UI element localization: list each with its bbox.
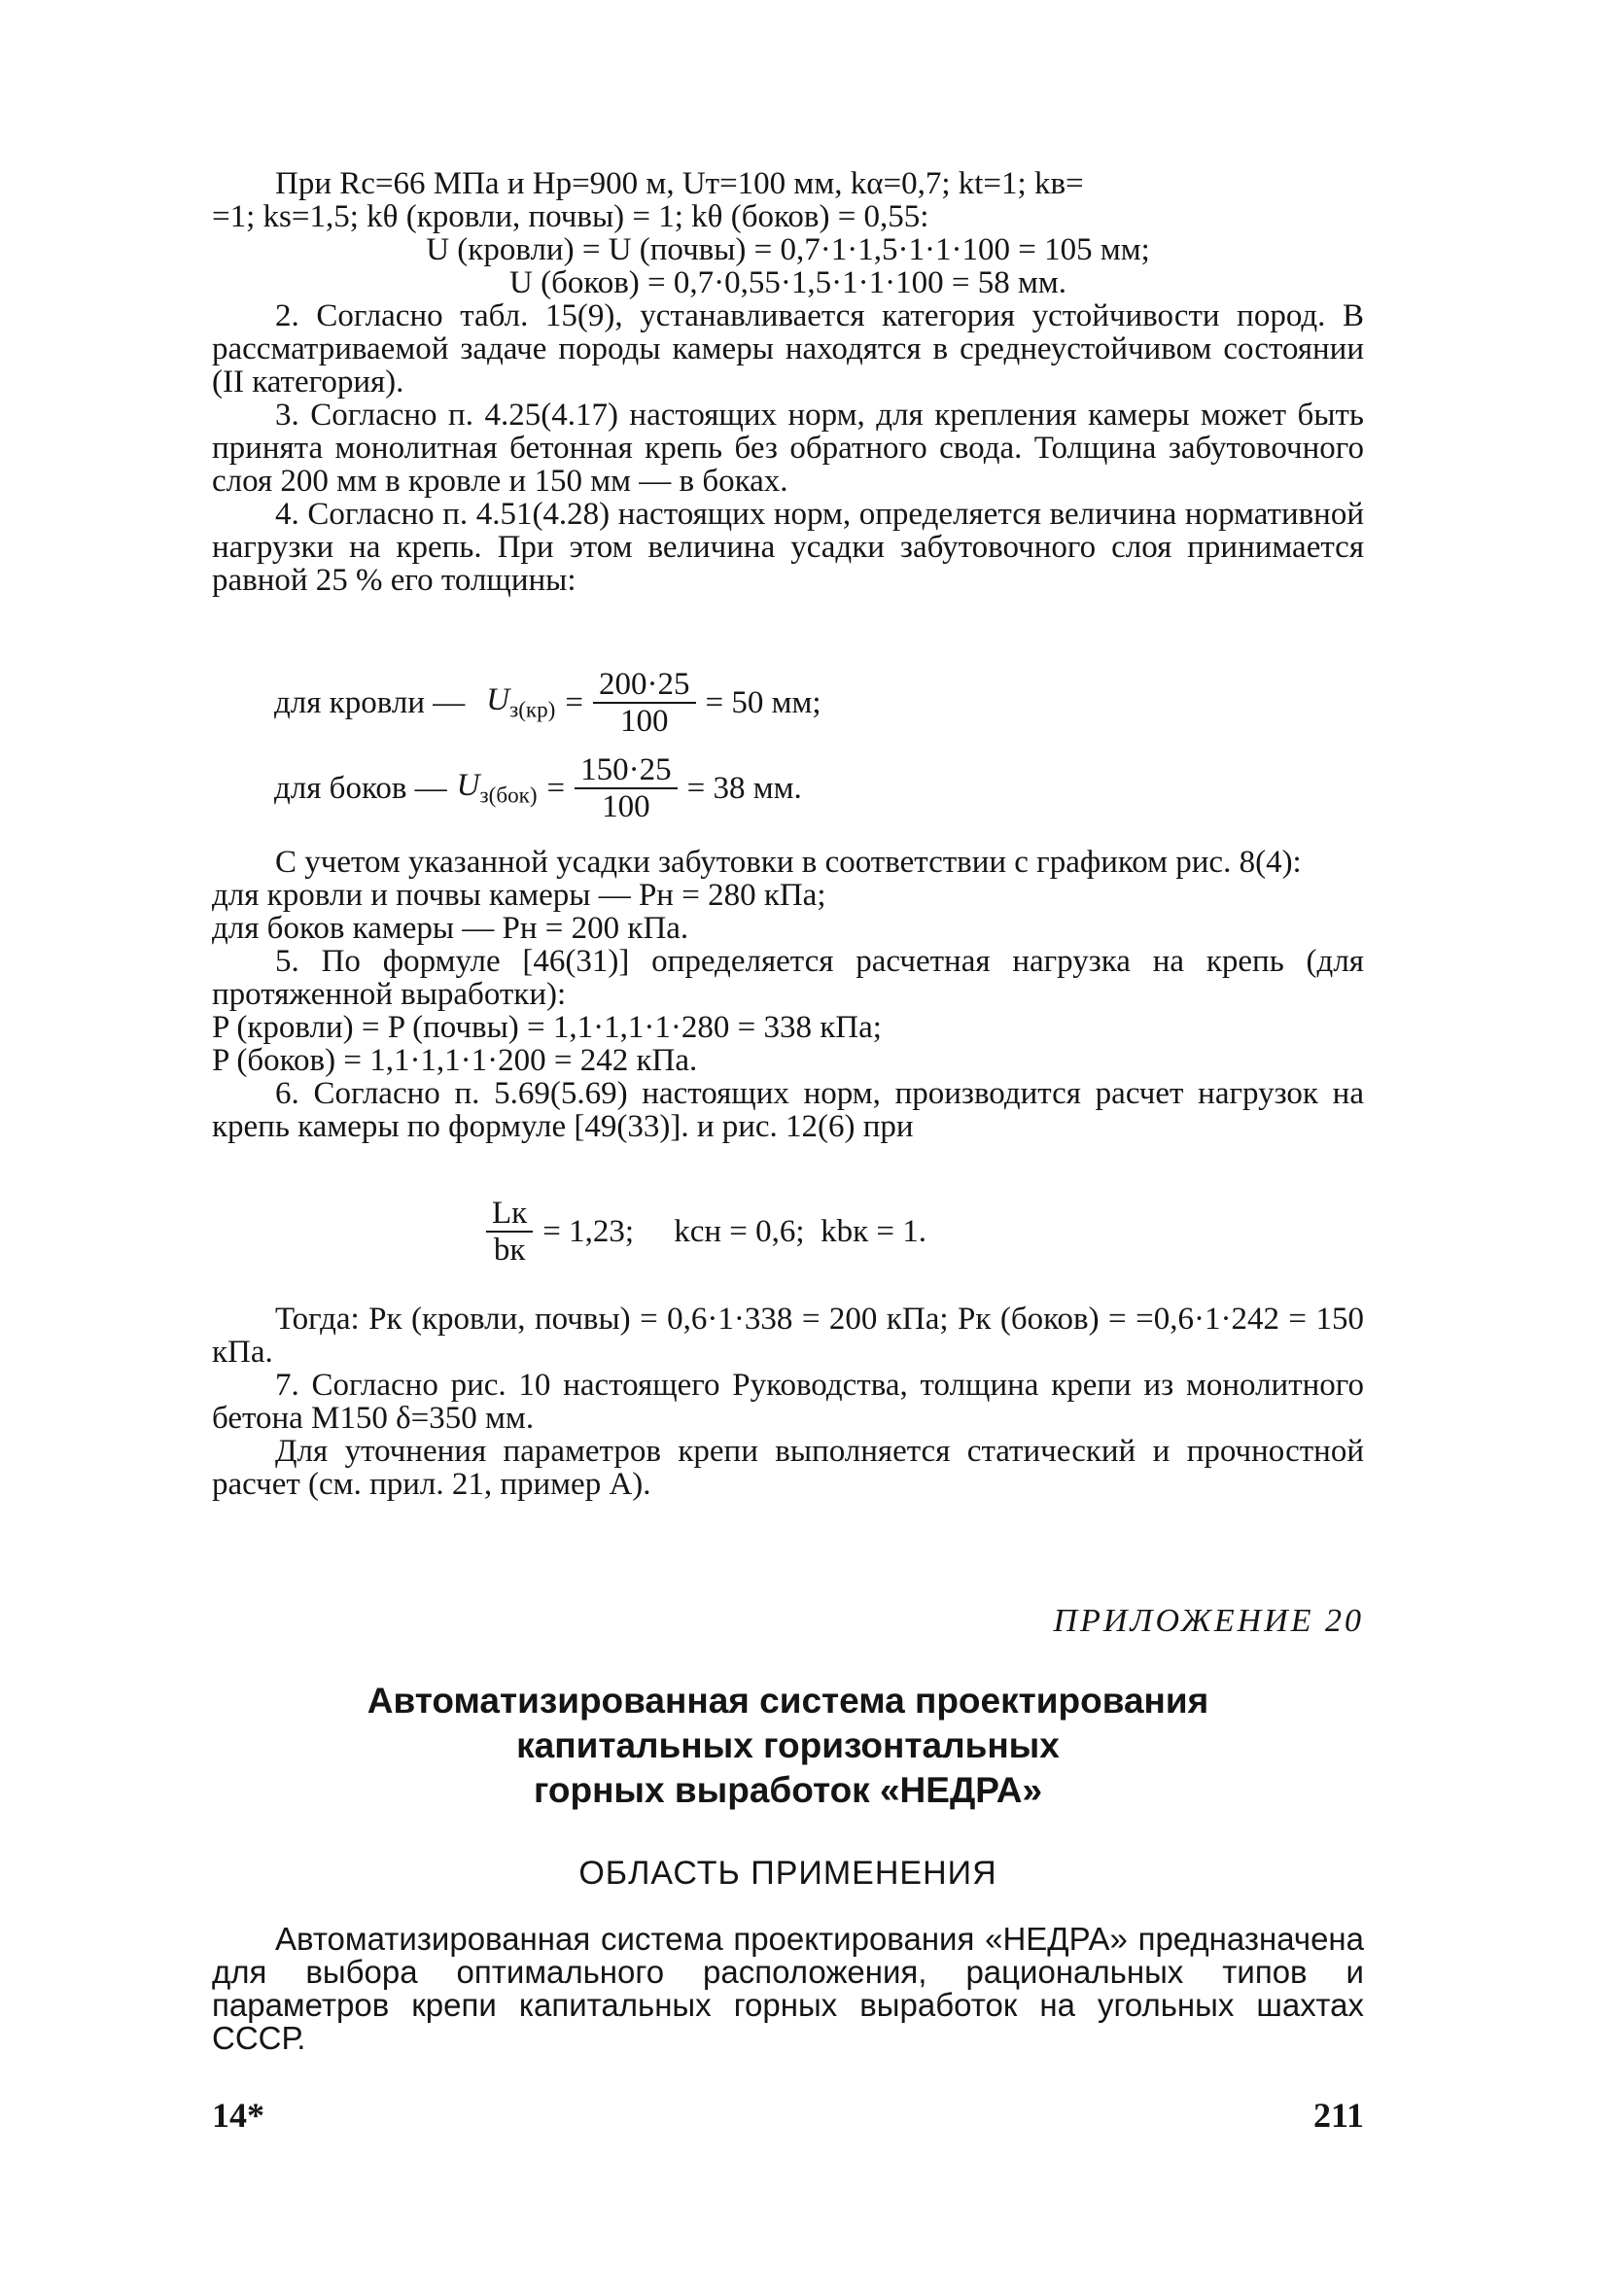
formula-side-var: U <box>456 768 480 804</box>
load-section <box>212 846 1364 1143</box>
intro-line-1: При Rс=66 МПа и Hр=900 м, Uт=100 мм, kα=0,7; kt=1; kв= <box>275 166 1084 201</box>
paragraph-2: 2. Согласно табл. 15(9), устанавливается категория устойчивости пород. В рассматриваемой задаче породы камеры находятся в среднеустойчивом состоянии (II категория). <box>212 298 1364 400</box>
appendix-label: ПРИЛОЖЕНИЕ 20 <box>1053 1603 1364 1639</box>
title-line-3: горных выработок «НЕДРА» <box>533 1770 1043 1810</box>
paragraph-3: 3. Согласно п. 4.25(4.17) настоящих норм, для крепления камеры может быть принята монолитная бетонная крепь без обратного свода. Толщина забутовочного слоя 200 мм в кровле и 150 мм — в боках. <box>212 398 1364 499</box>
intro-line-2: =1; ks=1,5; kθ (кровли, почвы) = 1; kθ (боков) = 0,55: <box>212 199 929 234</box>
section-heading: ОБЛАСТЬ ПРИМЕНЕНИЯ <box>578 1855 997 1892</box>
appendix-title <box>212 1679 1364 1813</box>
formula-roof-fraction <box>593 667 696 739</box>
formula-roof-num: 200·25 <box>599 667 690 702</box>
formula-ratio <box>476 1196 926 1268</box>
scope-paragraph: Автоматизированная система проектирования «НЕДРА» предназначена для выбора оптимального расположения, рациональных типов и параметров крепи капитальных горных выработок на угольных шахтах СССР. <box>212 1921 1364 2056</box>
formula-side-sub: з(бок) <box>479 782 538 808</box>
ratio-rest: = 1,23; kсн = 0,6; kbк = 1. <box>542 1213 926 1249</box>
paragraph-5: 5. По формуле [46(31)] определяется расчетная нагрузка на крепь (для протяженной выработки): <box>212 944 1364 1012</box>
ratio-num: Lк <box>492 1196 528 1231</box>
formula-side-label: для боков — <box>274 770 447 806</box>
formula-roof-var: U <box>486 682 510 718</box>
calc-intro <box>212 167 1364 597</box>
formula-roof-den: 100 <box>620 704 669 739</box>
scope-section <box>212 1923 1364 2055</box>
formula-roof-sub: з(кр) <box>509 696 556 722</box>
formula-side-num: 150·25 <box>580 752 672 787</box>
u-side-formula: U (боков) = 0,7·0,55·1,5·1·1·100 = 58 мм. <box>509 265 1066 300</box>
formula-roof-label: для кровли — <box>274 684 466 720</box>
ratio-den: bк <box>493 1233 526 1268</box>
ratio-fraction <box>486 1196 533 1268</box>
title-line-1: Автоматизированная система проектирования <box>367 1681 1209 1721</box>
side-load: для боков камеры — Pн = 200 кПа. <box>212 911 689 946</box>
design-load-side: P (боков) = 1,1·1,1·1·200 = 242 кПа. <box>212 1043 698 1078</box>
formula-side-result: = 38 мм. <box>686 770 802 806</box>
paragraph-7: 7. Согласно рис. 10 настоящего Руководства, толщина крепи из монолитного бетона М150 δ=350 мм. <box>212 1368 1364 1436</box>
paragraph-6: 6. Согласно п. 5.69(5.69) настоящих норм, производится расчет нагрузок на крепь камеры по формуле [49(33)]. и рис. 12(6) при <box>212 1076 1364 1144</box>
formula-side-den: 100 <box>602 789 650 824</box>
title-line-2: капитальных горизонтальных <box>516 1725 1060 1765</box>
u-roof-formula: U (кровли) = U (почвы) = 0,7·1·1,5·1·1·100 = 105 мм; <box>426 232 1150 267</box>
formula-roof: для кровли — $U_{з(кр)}$ = $\frac{200\cdot 25}{100}$ = 50 мм; <box>274 667 821 739</box>
formula-side: для боков — $U_{з(бок)}$ = $\frac{150\cdot 25}{100}$ = 38 мм. <box>274 752 802 824</box>
signature-mark: 14* <box>212 2096 264 2135</box>
formula-roof-result: = 50 мм; <box>705 684 821 720</box>
paragraph-shrinkage: С учетом указанной усадки забутовки в соответствии с графиком рис. 8(4): <box>275 845 1302 880</box>
design-load-roof: P (кровли) = P (почвы) = 1,1·1,1·1·280 = 338 кПа; <box>212 1010 882 1045</box>
page-number: 211 <box>1312 2096 1364 2135</box>
formula-side-fraction <box>575 752 678 824</box>
paragraph-8: Для уточнения параметров крепи выполняется статический и прочностной расчет (см. прил. 21, пример А). <box>212 1434 1364 1502</box>
paragraph-then: Тогда: Pк (кровли, почвы) = 0,6·1·338 = 200 кПа; Pк (боков) = =0,6·1·242 = 150 кПа. <box>212 1302 1364 1370</box>
paragraph-4: 4. Согласно п. 4.51(4.28) настоящих норм, определяется величина нормативной нагрузки на крепь. При этом величина усадки забутовочного слоя принимается равной 25 % его толщины: <box>212 497 1364 598</box>
result-section <box>212 1303 1364 1501</box>
roof-load: для кровли и почвы камеры — Pн = 280 кПа; <box>212 878 826 913</box>
